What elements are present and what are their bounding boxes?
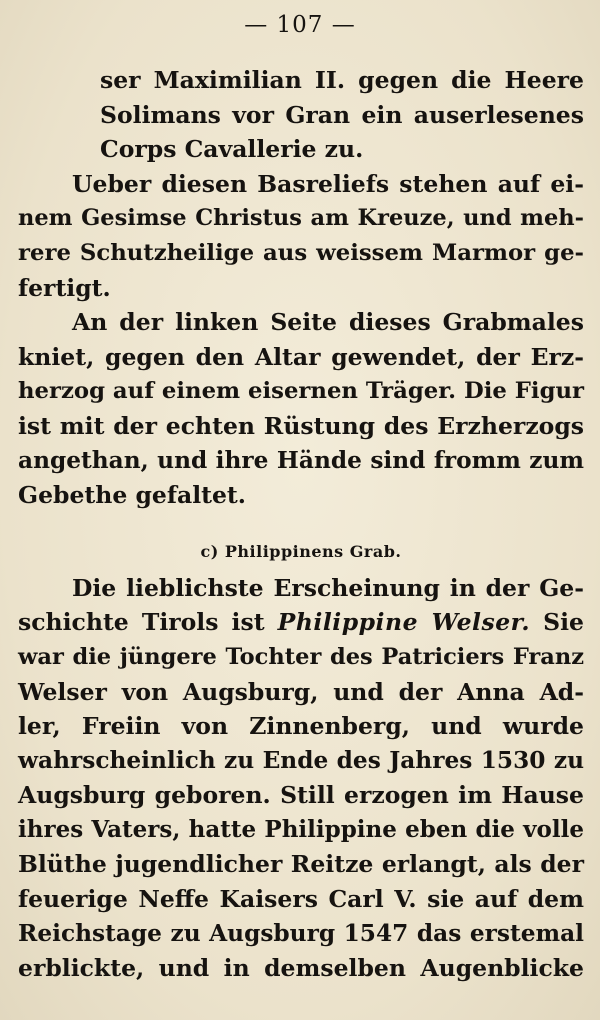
- text-line: [18, 605, 584, 640]
- section-heading: c) Philippinens Grab.: [200, 541, 402, 561]
- page-number-header: — 107 —: [244, 12, 356, 38]
- text-line: Welser von Augsburg, und der Anna Ad-: [18, 677, 584, 706]
- text-line: ist mit der echten Rüstung des Erzherzogs: [18, 411, 584, 440]
- text-line: An der linken Seite dieses Grabmales: [72, 308, 584, 337]
- text-line: angethan, und ihre Hände sind fromm zum: [18, 446, 584, 474]
- text-line: Gebethe gefaltet.: [18, 481, 246, 510]
- paragraph-basreliefs: [18, 167, 584, 305]
- text-line: Blüthe jugendlicher Reitze erlangt, als der: [18, 850, 584, 879]
- paragraph-continuation: [18, 63, 584, 167]
- text-line: Corps Cavallerie zu.: [100, 135, 364, 164]
- paragraph-philippine: [18, 571, 584, 986]
- page-body: [18, 63, 584, 986]
- text-line: fertigt.: [18, 273, 111, 302]
- text-line: ihres Vaters, hatte Philippine eben die volle: [18, 815, 584, 843]
- text-line: rere Schutzheilige aus weissem Marmor ge-: [18, 239, 584, 266]
- paragraph-erzherzog: [18, 305, 584, 513]
- text-line: Die lieblichste Erscheinung in der Ge-: [72, 573, 584, 602]
- text-line: ler, Freiin von Zinnenberg, und wurde: [18, 712, 584, 741]
- text-line: Ueber diesen Basreliefs stehen auf ei-: [72, 169, 584, 198]
- text-span: Sie: [543, 608, 584, 637]
- text-span: schichte Tirols ist: [18, 608, 265, 637]
- text-line: erblickte, und in demselben Augenblicke: [18, 954, 584, 983]
- text-line: ser Maximilian II. gegen die Heere: [100, 66, 584, 94]
- text-line: Augsburg geboren. Still erzogen im Hause: [18, 781, 584, 810]
- text-line: feuerige Neffe Kaisers Carl V. sie auf dem: [18, 885, 584, 914]
- text-line: kniet, gegen den Altar gewendet, der Erz-: [18, 342, 584, 371]
- text-line: war die jüngere Tochter des Patriciers Franz: [18, 643, 584, 670]
- text-line: wahrscheinlich zu Ende des Jahres 1530 zu: [18, 746, 584, 774]
- text-line: Solimans vor Gran ein auserlesenes: [100, 100, 584, 129]
- text-line: herzog auf einem eisernen Träger. Die Figur: [18, 378, 585, 405]
- text-line: nem Gesimse Christus am Kreuze, und meh-: [18, 205, 584, 232]
- text-line: Reichstage zu Augsburg 1547 das erstemal: [18, 919, 584, 947]
- person-name: Philippine Welser.: [277, 608, 531, 637]
